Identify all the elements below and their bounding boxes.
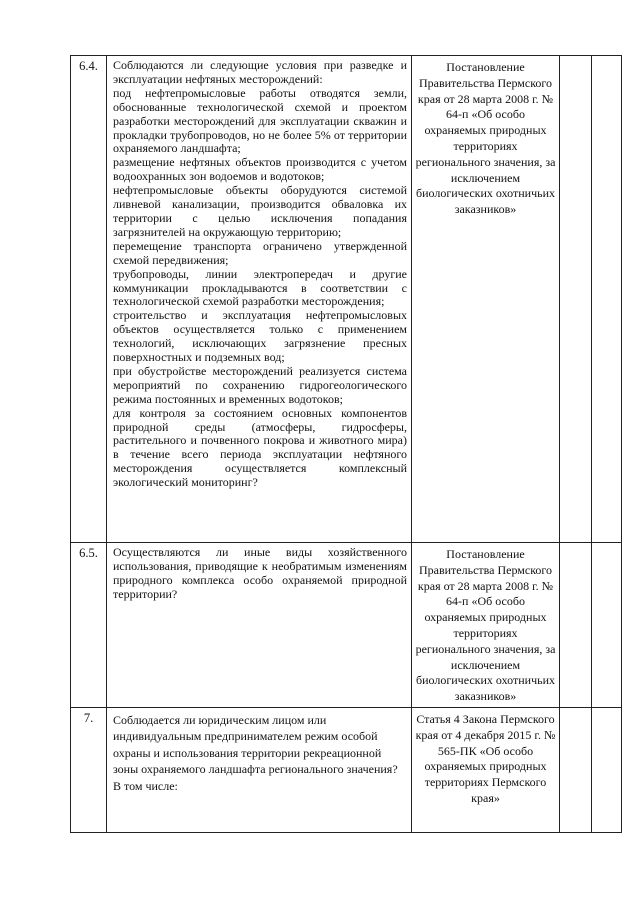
question-text: Соблюдается ли юридическим лицом или индивидуальным предпринимателем режим особой охраны и использования территории рекреационной зоны охраняемого ландшафта регионального значения? (113, 712, 398, 777)
legal-source: Постановление Правительства Пермского края от 28 марта 2008 г. № 64-п «Об особо охраняемых природных территориях регионального значения, за исключением биологических охотничьих заказников» (412, 56, 560, 543)
checklist-table (70, 55, 622, 833)
question-text: перемещение транспорта ограничено утвержденной схемой передвижения; (113, 238, 407, 267)
table-row (71, 707, 622, 832)
answer-cell[interactable] (560, 543, 592, 708)
question-text: трубопроводы, линии электропередач и другие коммуникации прокладываются в соответствии с технологической схемой разработки месторождения; (113, 266, 407, 309)
table-row (71, 543, 622, 708)
note-cell[interactable] (592, 707, 622, 832)
row-number: 6.5. (71, 543, 107, 708)
legal-source: Постановление Правительства Пермского края от 28 марта 2008 г. № 64-п «Об особо охраняемых природных территориях регионального значения, за исключением биологических охотничьих заказников» (412, 543, 560, 708)
question-text: строительство и эксплуатация нефтепромысловых объектов осуществляется только с применением технологий, исключающих загрязнение пресных поверхностных и подземных вод; (113, 308, 407, 365)
question-text: нефтепромысловые объекты оборудуются системой ливневой канализации, производится обваловка их территории с целью исключения попадания загрязнителей на окружающую территорию; (113, 183, 407, 239)
question-cell (107, 56, 412, 543)
question-text: при обустройстве месторождений реализуется система мероприятий по сохранению гидрогеологического режима постоянных и временных водотоков; (113, 363, 407, 406)
question-text: для контроля за состоянием основных компонентов природной среды (атмосферы, гидросферы, растительного и почвенного покрова и животного мира) в течение всего периода эксплуатации нефтяного месторождения осуществляется комплексный экологический мониторинг? (113, 405, 407, 490)
question-text: Осуществляются ли иные виды хозяйственного использования, приводящие к необратимым изменениям природного комплекса особо охраняемой природной территории? (113, 545, 407, 601)
question-text: размещение нефтяных объектов производится с учетом водоохранных зон водоемов и водотоков; (113, 155, 407, 184)
question-text: Соблюдаются ли следующие условия при разведке и эксплуатации нефтяных месторождений: (113, 58, 407, 86)
legal-source: Статья 4 Закона Пермского края от 4 декабря 2015 г. № 565-ПК «Об особо охраняемых природных территориях Пермского края» (412, 707, 560, 832)
question-text: под нефтепромысловые работы отводятся земли, обоснованные технологической схемой и проектом разработки месторождений для эксплуатации скважин и прокладки трубопроводов, но не более 5% от территории охраняемого ландшафта; (113, 85, 407, 156)
table-row (71, 56, 622, 543)
answer-cell[interactable] (560, 56, 592, 543)
question-cell (107, 707, 412, 832)
row-number: 7. (71, 707, 107, 832)
row-number: 6.4. (71, 56, 107, 543)
question-cell (107, 543, 412, 708)
question-text: В том числе: (113, 778, 178, 793)
note-cell[interactable] (592, 543, 622, 708)
note-cell[interactable] (592, 56, 622, 543)
answer-cell[interactable] (560, 707, 592, 832)
